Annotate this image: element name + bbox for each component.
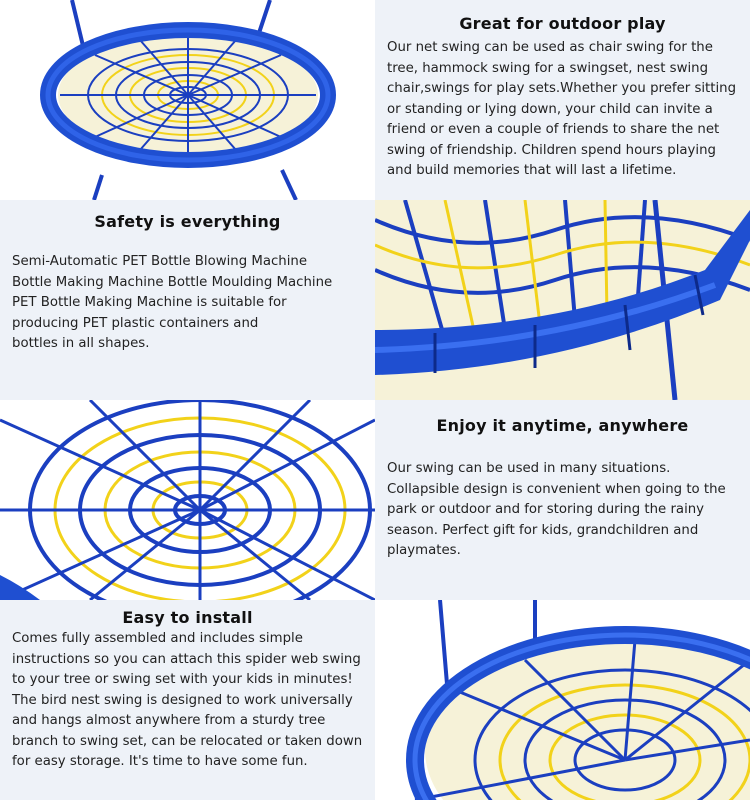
swing-full-image — [0, 0, 375, 200]
safety-heading: Safety is everything — [94, 212, 281, 231]
swing-ring-closeup-icon — [375, 200, 750, 400]
rope-net-closeup-icon — [0, 400, 375, 600]
install-panel — [0, 600, 375, 800]
swing-hanging-icon — [375, 600, 750, 800]
safety-text: Semi-Automatic PET Bottle Blowing Machine Bottle Making Machine Bottle Moulding Machine PET Bottle Making Machine is suitable for producing PET plastic containers and bottles in all shapes. — [12, 254, 333, 351]
swing-hanging-image — [375, 600, 750, 800]
install-text: Comes fully assembled and includes simple instructions so you can attach this spider web swing to your tree or swing set with your kids in minutes! The bird nest swing is designed to work universally and hangs almost anywhere from a sturdy tree branch to swing set, can be relocated or taken down for easy storage. It's time to have some fun. — [12, 631, 363, 769]
swing-full-icon — [0, 0, 375, 200]
swing-ring-image — [375, 200, 750, 400]
safety-panel — [0, 200, 375, 400]
anytime-panel — [375, 400, 750, 600]
outdoor-play-panel — [375, 0, 750, 200]
anytime-text: Our swing can be used in many situations. Collapsible design is convenient when going to the park or outdoor and for storing during the rainy season. Perfect gift for kids, grandchildren and playmates. — [387, 461, 726, 558]
anytime-heading: Enjoy it anytime, anywhere — [436, 416, 689, 435]
install-heading: Easy to install — [122, 608, 253, 627]
outdoor-play-text: Our net swing can be used as chair swing for the tree, hammock swing for a swingset, nest swing chair,swings for play sets.Whether you prefer sitting or standing or lying down, your child can invite a friend or even a couple of friends to share the net swing of friendship. Children spend hours playing and build memories that will last a lifetime. — [387, 40, 737, 178]
rope-net-image — [0, 400, 375, 600]
outdoor-play-heading: Great for outdoor play — [459, 14, 666, 33]
